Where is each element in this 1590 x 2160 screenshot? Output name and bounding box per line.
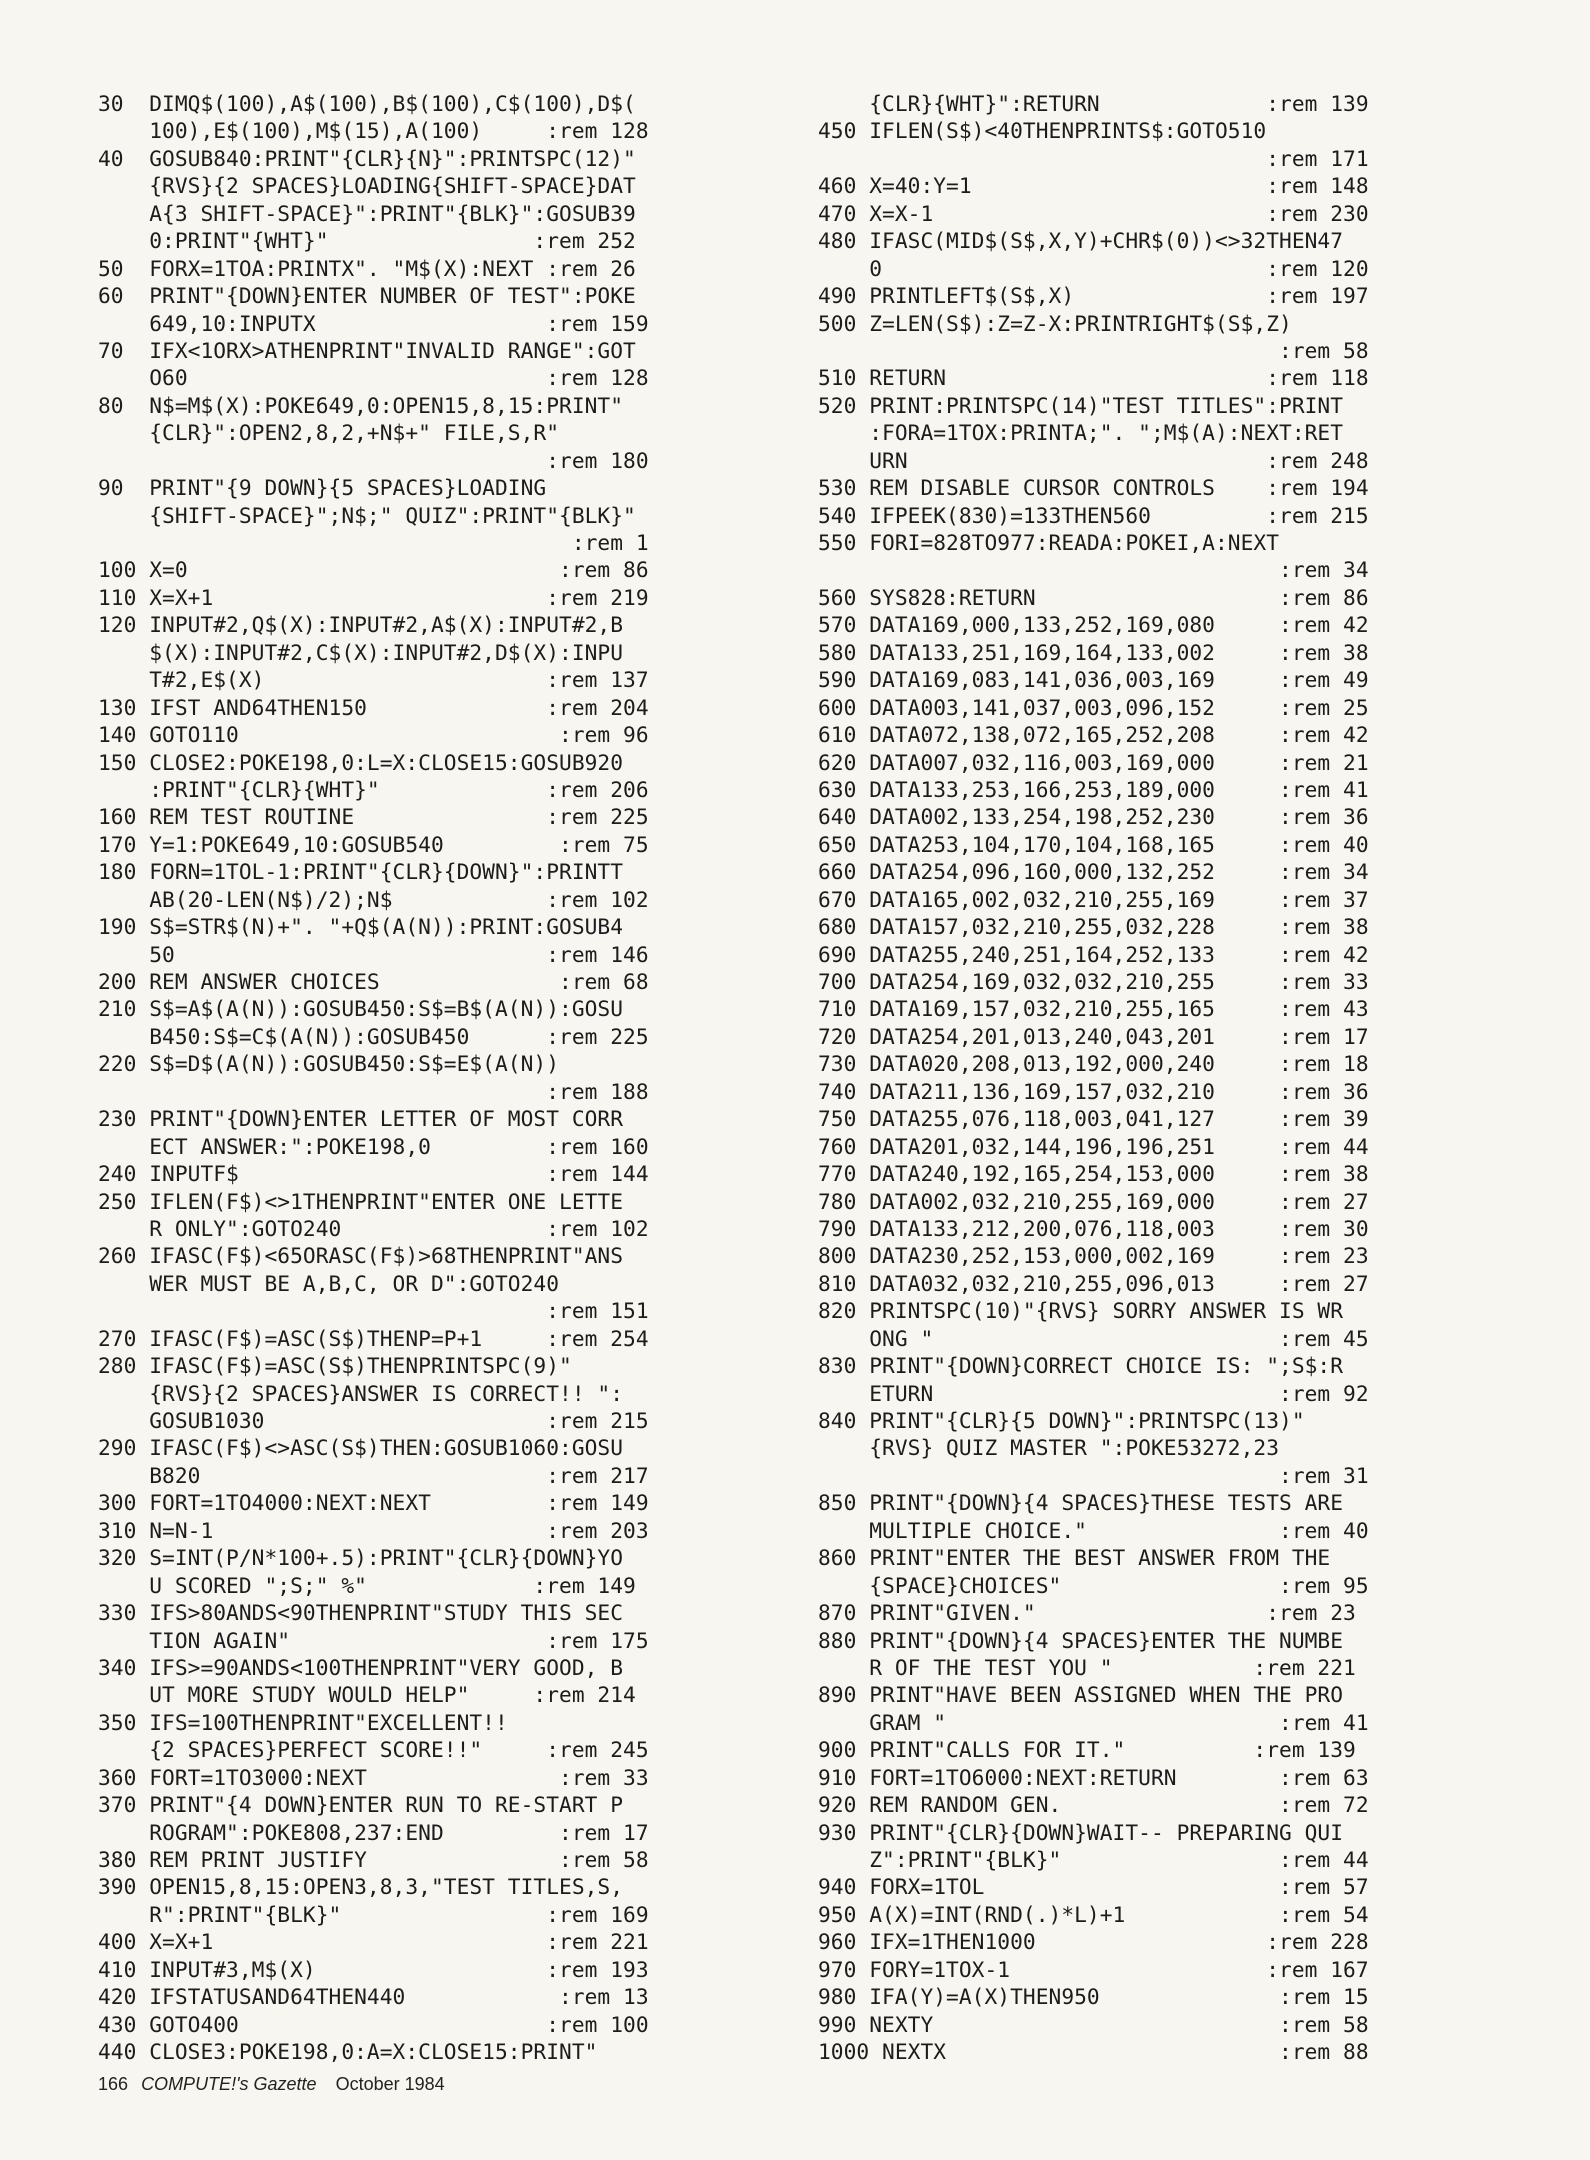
code-line: {SPACE}CHOICES" :rem 95 <box>818 1572 1369 1598</box>
code-line: GOSUB1030 :rem 215 <box>98 1408 649 1433</box>
page-footer <box>98 2074 445 2095</box>
code-line: 530 REM DISABLE CURSOR CONTROLS :rem 194 <box>818 475 1369 501</box>
code-line: {RVS}{2 SPACES}ANSWER IS CORRECT!! ": <box>98 1380 624 1406</box>
code-line: 300 FORT=1TO4000:NEXT:NEXT :rem 149 <box>98 1490 649 1516</box>
listing-right-column <box>818 90 1498 2066</box>
code-line: 290 IFASC(F$)<>ASC(S$)THEN:GOSUB1060:GOSU <box>98 1435 624 1461</box>
code-line: 650 DATA253,104,170,104,168,165 :rem 40 <box>818 831 1369 857</box>
code-line: 980 IFA(Y)=A(X)THEN950 :rem 15 <box>818 1984 1369 2010</box>
code-line: GRAM " :rem 41 <box>818 1709 1369 1735</box>
code-line: :FORA=1TOX:PRINTA;". ";M$(A):NEXT:RET <box>818 420 1344 446</box>
code-line: R":PRINT"{BLK}" :rem 169 <box>98 1901 649 1927</box>
code-line: 150 CLOSE2:POKE198,0:L=X:CLOSE15:GOSUB920 <box>98 749 624 775</box>
code-line: ONG " :rem 45 <box>818 1325 1369 1351</box>
code-line: :rem 1 <box>98 530 649 555</box>
publication-name: COMPUTE!'s Gazette <box>141 2074 317 2094</box>
code-line: 740 DATA211,136,169,157,032,210 :rem 36 <box>818 1078 1369 1104</box>
code-line: 500 Z=LEN(S$):Z=Z-X:PRINTRIGHT$(S$,Z) <box>818 310 1292 336</box>
code-line: 270 IFASC(F$)=ASC(S$)THENP=P+1 :rem 254 <box>98 1325 649 1351</box>
code-line: 630 DATA133,253,166,253,189,000 :rem 41 <box>818 776 1369 802</box>
code-line: 480 IFASC(MID$(S$,X,Y)+CHR$(0))<>32THEN47 <box>818 228 1344 254</box>
code-line: 420 IFSTATUSAND64THEN440 :rem 13 <box>98 1984 649 2010</box>
code-line: 800 DATA230,252,153,000,002,169 :rem 23 <box>818 1243 1369 1269</box>
code-line: T#2,E$(X) :rem 137 <box>98 667 649 693</box>
code-line: {CLR}{WHT}":RETURN :rem 139 <box>818 91 1369 116</box>
code-line: :rem 188 <box>98 1078 649 1104</box>
code-line: :rem 58 <box>818 337 1369 363</box>
code-line: 50 FORX=1TOA:PRINTX". "M$(X):NEXT :rem 26 <box>98 255 636 281</box>
code-line: 260 IFASC(F$)<65ORASC(F$)>68THENPRINT"ANS <box>98 1243 624 1269</box>
code-line: {SHIFT-SPACE}";N$;" QUIZ":PRINT"{BLK}" <box>98 502 636 528</box>
code-line: :rem 151 <box>98 1298 649 1324</box>
code-line: 580 DATA133,251,169,164,133,002 :rem 38 <box>818 639 1369 665</box>
code-line: 30 DIMQ$(100),A$(100),B$(100),C$(100),D$( <box>98 91 636 116</box>
code-line: 680 DATA157,032,210,255,032,228 :rem 38 <box>818 914 1369 940</box>
code-line: 560 SYS828:RETURN :rem 86 <box>818 584 1369 610</box>
code-line: 550 FORI=828TO977:READA:POKEI,A:NEXT <box>818 530 1280 555</box>
listing-left-column <box>98 90 788 2066</box>
code-line: 930 PRINT"{CLR}{DOWN}WAIT-- PREPARING QUI <box>818 1819 1344 1845</box>
code-line: ETURN :rem 92 <box>818 1380 1369 1406</box>
code-line: 100 X=0 :rem 86 <box>98 557 649 583</box>
code-line: 890 PRINT"HAVE BEEN ASSIGNED WHEN THE PRO <box>818 1682 1344 1708</box>
code-line: 180 FORN=1TOL-1:PRINT"{CLR}{DOWN}":PRINTT <box>98 859 624 885</box>
code-line: {CLR}":OPEN2,8,2,+N$+" FILE,S,R" <box>98 420 560 446</box>
code-line: 510 RETURN :rem 118 <box>818 365 1369 391</box>
code-line: 460 X=40:Y=1 :rem 148 <box>818 173 1369 199</box>
code-line: 570 DATA169,000,133,252,169,080 :rem 42 <box>818 612 1369 638</box>
code-line: 140 GOTO110 :rem 96 <box>98 722 649 748</box>
code-line: 320 S=INT(P/N*100+.5):PRINT"{CLR}{DOWN}YO <box>98 1545 624 1571</box>
code-line: 780 DATA002,032,210,255,169,000 :rem 27 <box>818 1188 1369 1214</box>
code-line: 240 INPUTF$ :rem 144 <box>98 1161 649 1187</box>
code-line: 200 REM ANSWER CHOICES :rem 68 <box>98 969 649 994</box>
code-line: 860 PRINT"ENTER THE BEST ANSWER FROM THE <box>818 1545 1331 1571</box>
code-line: 160 REM TEST ROUTINE :rem 225 <box>98 804 649 830</box>
code-line: 170 Y=1:POKE649,10:GOSUB540 :rem 75 <box>98 831 649 857</box>
code-line: 790 DATA133,212,200,076,118,003 :rem 30 <box>818 1215 1369 1241</box>
code-line: 990 NEXTY :rem 58 <box>818 2011 1369 2037</box>
code-line: 130 IFST AND64THEN150 :rem 204 <box>98 694 649 720</box>
code-line: 540 IFPEEK(830)=133THEN560 :rem 215 <box>818 502 1369 528</box>
code-line: :rem 171 <box>818 145 1369 171</box>
code-line: 910 FORT=1TO6000:NEXT:RETURN :rem 63 <box>818 1764 1369 1790</box>
code-line: 0 :rem 120 <box>818 255 1369 281</box>
code-line: 870 PRINT"GIVEN." :rem 23 <box>818 1600 1356 1626</box>
code-line: 850 PRINT"{DOWN}{4 SPACES}THESE TESTS ARE <box>818 1490 1344 1516</box>
code-line: 400 X=X+1 :rem 221 <box>98 1929 649 1955</box>
issue-date: October 1984 <box>335 2074 445 2094</box>
code-line: 340 IFS>=90ANDS<100THENPRINT"VERY GOOD, B <box>98 1654 624 1680</box>
code-line: 620 DATA007,032,116,003,169,000 :rem 21 <box>818 749 1369 775</box>
code-line: Z":PRINT"{BLK}" :rem 44 <box>818 1847 1369 1872</box>
code-line: :rem 31 <box>818 1462 1369 1488</box>
code-line: 220 S$=D$(A(N)):GOSUB450:S$=E$(A(N)) <box>98 1051 560 1077</box>
code-line: :PRINT"{CLR}{WHT}" :rem 206 <box>98 776 649 802</box>
code-line: 720 DATA254,201,013,240,043,201 :rem 17 <box>818 1023 1369 1049</box>
code-line: 110 X=X+1 :rem 219 <box>98 584 649 610</box>
code-line: 590 DATA169,083,141,036,003,169 :rem 49 <box>818 667 1369 693</box>
code-line: 450 IFLEN(S$)<40THENPRINTS$:GOTO510 <box>818 118 1267 144</box>
code-line: 360 FORT=1TO3000:NEXT :rem 33 <box>98 1764 649 1790</box>
code-line: 760 DATA201,032,144,196,196,251 :rem 44 <box>818 1133 1369 1159</box>
code-line: 900 PRINT"CALLS FOR IT." :rem 139 <box>818 1737 1356 1763</box>
code-line: 950 A(X)=INT(RND(.)*L)+1 :rem 54 <box>818 1901 1369 1927</box>
code-line: 770 DATA240,192,165,254,153,000 :rem 38 <box>818 1161 1369 1187</box>
code-line: WER MUST BE A,B,C, OR D":GOTO240 <box>98 1270 560 1296</box>
code-line: {RVS}{2 SPACES}LOADING{SHIFT-SPACE}DAT <box>98 173 636 199</box>
code-line: O60 :rem 128 <box>98 365 649 391</box>
code-line: 100),E$(100),M$(15),A(100) :rem 128 <box>98 118 649 144</box>
code-line: 600 DATA003,141,037,003,096,152 :rem 25 <box>818 694 1369 720</box>
code-line: 190 S$=STR$(N)+". "+Q$(A(N)):PRINT:GOSUB4 <box>98 914 624 940</box>
code-line: 700 DATA254,169,032,032,210,255 :rem 33 <box>818 969 1369 994</box>
code-line: 660 DATA254,096,160,000,132,252 :rem 34 <box>818 859 1369 885</box>
code-line: 1000 NEXTX :rem 88 <box>818 2039 1369 2065</box>
code-line: 370 PRINT"{4 DOWN}ENTER RUN TO RE-START P <box>98 1792 624 1818</box>
code-line: 960 IFX=1THEN1000 :rem 228 <box>818 1929 1369 1955</box>
code-line: $(X):INPUT#2,C$(X):INPUT#2,D$(X):INPU <box>98 639 624 665</box>
code-line: UT MORE STUDY WOULD HELP" :rem 214 <box>98 1682 636 1708</box>
code-line: :rem 34 <box>818 557 1369 583</box>
code-line: 280 IFASC(F$)=ASC(S$)THENPRINTSPC(9)" <box>98 1353 572 1379</box>
code-line: 70 IFX<1ORX>ATHENPRINT"INVALID RANGE":GOT <box>98 337 636 363</box>
code-line: 230 PRINT"{DOWN}ENTER LETTER OF MOST CORR <box>98 1106 624 1132</box>
code-line: 250 IFLEN(F$)<>1THENPRINT"ENTER ONE LETTE <box>98 1188 624 1214</box>
code-line: 350 IFS=100THENPRINT"EXCELLENT!! <box>98 1709 508 1735</box>
code-line: B820 :rem 217 <box>98 1462 649 1488</box>
code-line: 430 GOTO400 :rem 100 <box>98 2011 649 2037</box>
code-line: R OF THE TEST YOU " :rem 221 <box>818 1654 1356 1680</box>
code-line: 470 X=X-1 :rem 230 <box>818 200 1369 226</box>
code-line: ECT ANSWER:":POKE198,0 :rem 160 <box>98 1133 649 1159</box>
code-line: AB(20-LEN(N$)/2);N$ :rem 102 <box>98 886 649 912</box>
code-line: 810 DATA032,032,210,255,096,013 :rem 27 <box>818 1270 1369 1296</box>
code-line: 970 FORY=1TOX-1 :rem 167 <box>818 1956 1369 1982</box>
code-line: TION AGAIN" :rem 175 <box>98 1627 649 1653</box>
code-line: U SCORED ";S;" %" :rem 149 <box>98 1572 636 1598</box>
code-line: 820 PRINTSPC(10)"{RVS} SORRY ANSWER IS WR <box>818 1298 1344 1324</box>
code-line: 410 INPUT#3,M$(X) :rem 193 <box>98 1956 649 1982</box>
code-line: 90 PRINT"{9 DOWN}{5 SPACES}LOADING <box>98 475 547 501</box>
code-line: B450:S$=C$(A(N)):GOSUB450 :rem 225 <box>98 1023 649 1049</box>
code-line: 830 PRINT"{DOWN}CORRECT CHOICE IS: ";S$:R <box>818 1353 1344 1379</box>
code-line: ROGRAM":POKE808,237:END :rem 17 <box>98 1819 649 1845</box>
code-line: 80 N$=M$(X):POKE649,0:OPEN15,8,15:PRINT" <box>98 392 624 418</box>
code-line: 940 FORX=1TOL :rem 57 <box>818 1874 1369 1900</box>
code-line: 120 INPUT#2,Q$(X):INPUT#2,A$(X):INPUT#2,B <box>98 612 624 638</box>
code-line: 60 PRINT"{DOWN}ENTER NUMBER OF TEST":POKE <box>98 283 636 309</box>
code-line: 610 DATA072,138,072,165,252,208 :rem 42 <box>818 722 1369 748</box>
code-line: 640 DATA002,133,254,198,252,230 :rem 36 <box>818 804 1369 830</box>
code-line: 750 DATA255,076,118,003,041,127 :rem 39 <box>818 1106 1369 1132</box>
code-line: 310 N=N-1 :rem 203 <box>98 1517 649 1543</box>
code-line: 710 DATA169,157,032,210,255,165 :rem 43 <box>818 996 1369 1022</box>
code-line: 920 REM RANDOM GEN. :rem 72 <box>818 1792 1369 1818</box>
code-line: 880 PRINT"{DOWN}{4 SPACES}ENTER THE NUMBE <box>818 1627 1344 1653</box>
code-line: 730 DATA020,208,013,192,000,240 :rem 18 <box>818 1051 1369 1077</box>
code-line: 330 IFS>80ANDS<90THENPRINT"STUDY THIS SEC <box>98 1600 624 1626</box>
code-line: 840 PRINT"{CLR}{5 DOWN}":PRINTSPC(13)" <box>818 1408 1305 1433</box>
code-line: 670 DATA165,002,032,210,255,169 :rem 37 <box>818 886 1369 912</box>
code-line: 380 REM PRINT JUSTIFY :rem 58 <box>98 1847 649 1872</box>
code-line: :rem 180 <box>98 447 649 473</box>
code-line: A{3 SHIFT-SPACE}":PRINT"{BLK}":GOSUB39 <box>98 200 636 226</box>
code-line: {RVS} QUIZ MASTER ":POKE53272,23 <box>818 1435 1280 1461</box>
code-line: R ONLY":GOTO240 :rem 102 <box>98 1215 649 1241</box>
code-line: URN :rem 248 <box>818 447 1369 473</box>
code-line: 490 PRINTLEFT$(S$,X) :rem 197 <box>818 283 1369 309</box>
code-line: {2 SPACES}PERFECT SCORE!!" :rem 245 <box>98 1737 649 1763</box>
code-line: 40 GOSUB840:PRINT"{CLR}{N}":PRINTSPC(12)" <box>98 145 636 171</box>
code-line: 50 :rem 146 <box>98 941 649 967</box>
code-line: 520 PRINT:PRINTSPC(14)"TEST TITLES":PRINT <box>818 392 1344 418</box>
code-line: 0:PRINT"{WHT}" :rem 252 <box>98 228 636 254</box>
page-number: 166 <box>98 2074 129 2094</box>
code-line: 210 S$=A$(A(N)):GOSUB450:S$=B$(A(N)):GOSU <box>98 996 624 1022</box>
code-line: 649,10:INPUTX :rem 159 <box>98 310 649 336</box>
code-line: 390 OPEN15,8,15:OPEN3,8,3,"TEST TITLES,S, <box>98 1874 624 1900</box>
code-line: MULTIPLE CHOICE." :rem 40 <box>818 1517 1369 1543</box>
code-line: 690 DATA255,240,251,164,252,133 :rem 42 <box>818 941 1369 967</box>
code-line: 440 CLOSE3:POKE198,0:A=X:CLOSE15:PRINT" <box>98 2039 598 2065</box>
